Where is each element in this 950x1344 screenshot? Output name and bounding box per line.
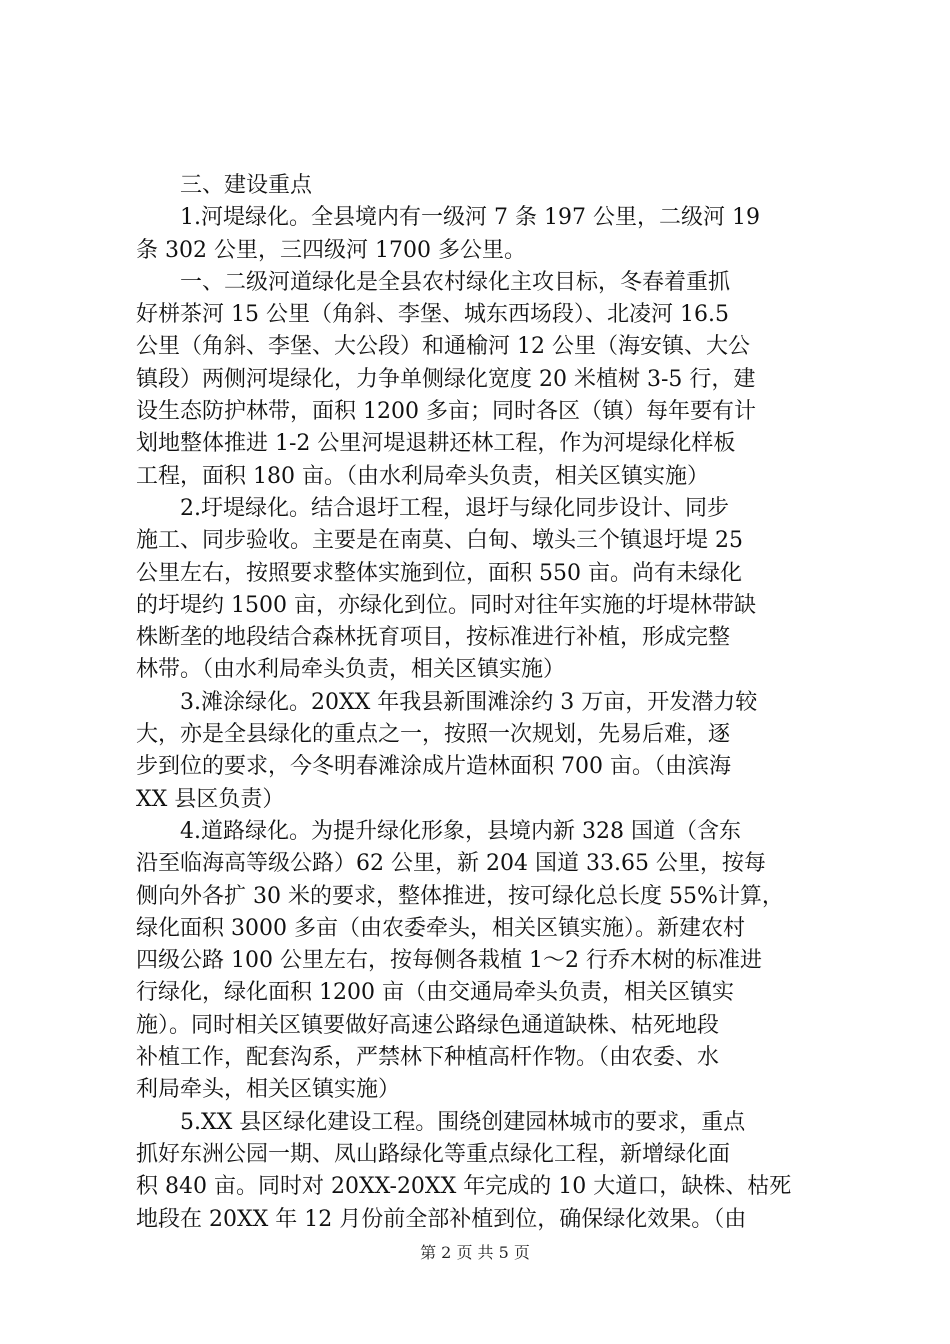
text-line: 沿至临海高等级公路）62 公里，新 204 国道 33.65 公里，按每 (136, 851, 766, 877)
page-footer: 第 2 页 共 5 页 (420, 1243, 530, 1262)
text-line: 公里（角斜、李堡、大公段）和通榆河 12 公里（海安镇、大公 (136, 334, 750, 360)
text-line: 4.道路绿化。为提升绿化形象，县境内新 328 国道（含东 (180, 818, 741, 844)
text-line: 积 840 亩。同时对 20XX-20XX 年完成的 10 大道口，缺株、枯死 (136, 1174, 792, 1200)
text-line: 施工、同步验收。主要是在南莫、白甸、墩头三个镇退圩堤 25 (136, 528, 743, 554)
text-line: 施）。同时相关区镇要做好高速公路绿色通道缺株、枯死地段 (136, 1012, 720, 1038)
text-line: 公里左右，按照要求整体实施到位，面积 550 亩。尚有未绿化 (136, 560, 742, 586)
text-line: 抓好东洲公园一期、凤山路绿化等重点绿化工程，新增绿化面 (136, 1141, 731, 1167)
text-line: 条 302 公里，三四级河 1700 多公里。 (136, 237, 526, 263)
text-line: 绿化面积 3000 多亩（由农委牵头，相关区镇实施）。新建农村 (136, 915, 745, 941)
text-line: 四级公路 100 公里左右，按每侧各栽植 1～2 行乔木树的标准进 (136, 948, 762, 974)
text-line: 地段在 20XX 年 12 月份前全部补植到位，确保绿化效果。（由 (136, 1206, 747, 1232)
text-line: 5.XX 县区绿化建设工程。围绕创建园林城市的要求，重点 (180, 1109, 746, 1135)
text-line: 一、二级河道绿化是全县农村绿化主攻目标，冬春着重抓 (180, 269, 731, 295)
text-line: 利局牵头，相关区镇实施） (136, 1077, 401, 1103)
text-line: 步到位的要求，今冬明春滩涂成片造林面积 700 亩。（由滨海 (136, 754, 731, 780)
text-line: 2.圩堤绿化。结合退圩工程，退圩与绿化同步设计、同步 (180, 495, 729, 521)
text-line: XX 县区负责） (136, 786, 285, 812)
text-line: 划地整体推进 1-2 公里河堤退耕还林工程，作为河堤绿化样板 (136, 431, 736, 457)
text-line: 株断垄的地段结合森林抚育项目，按标准进行补植，形成完整 (136, 625, 731, 651)
text-line: 行绿化，绿化面积 1200 亩（由交通局牵头负责，相关区镇实 (136, 980, 734, 1006)
text-line: 补植工作，配套沟系，严禁林下种植高杆作物。（由农委、水 (136, 1045, 720, 1071)
text-line: 镇段）两侧河堤绿化，力争单侧绿化宽度 20 米植树 3-5 行，建 (136, 366, 756, 392)
text-line: 3.滩涂绿化。20XX 年我县新围滩涂约 3 万亩，开发潜力较 (180, 689, 758, 715)
text-line: 三、建设重点 (180, 173, 313, 198)
text-line: 林带。（由水利局牵头负责，相关区镇实施） (136, 657, 566, 683)
document-body (136, 170, 836, 1236)
text-line: 工程，面积 180 亩。（由水利局牵头负责，相关区镇实施） (136, 463, 709, 489)
text-line: 大，亦是全县绿化的重点之一，按照一次规划，先易后难，逐 (136, 722, 731, 748)
text-line: 1.河堤绿化。全县境内有一级河 7 条 197 公里，二级河 19 (180, 205, 760, 231)
text-line: 好栟茶河 15 公里（角斜、李堡、城东西场段）、北凌河 16.5 (136, 302, 729, 328)
text-line: 设生态防护林带，面积 1200 多亩；同时各区（镇）每年要有计 (136, 399, 756, 425)
text-line: 的圩堤约 1500 亩，亦绿化到位。同时对往年实施的圩堤林带缺 (136, 592, 756, 618)
text-line: 侧向外各扩 30 米的要求，整体推进，按可绿化总长度 55%计算， (136, 883, 784, 909)
